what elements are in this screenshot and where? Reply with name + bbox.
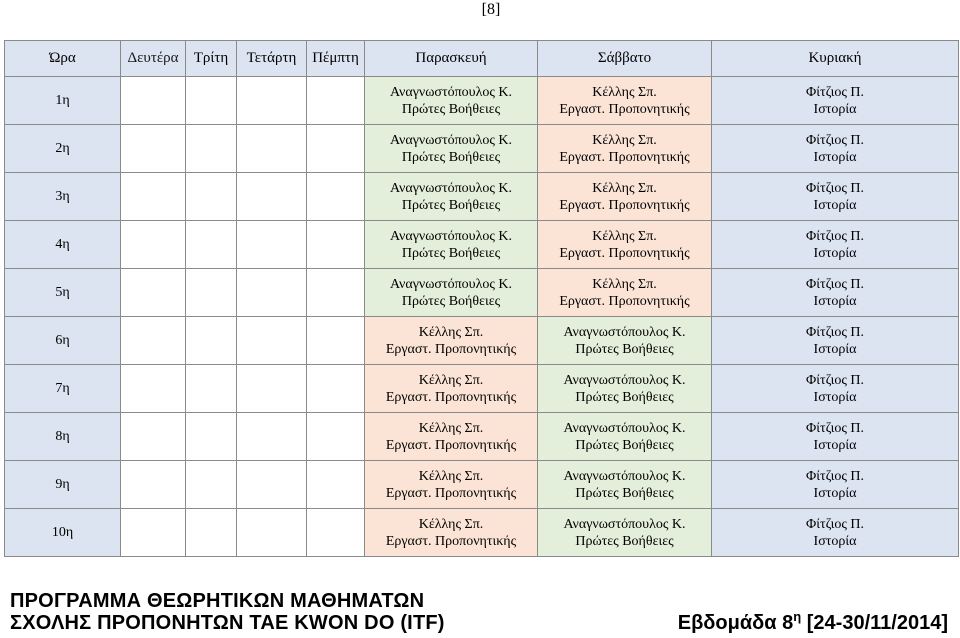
hour-cell: 2η bbox=[5, 125, 121, 173]
course-name: Ιστορία bbox=[813, 485, 857, 501]
table-row bbox=[5, 125, 959, 173]
header-hour: Ώρα bbox=[5, 41, 121, 77]
page-number: [8] bbox=[481, 1, 501, 18]
course-name: Ιστορία bbox=[813, 437, 857, 453]
course-name: Εργαστ. Προπονητικής bbox=[559, 197, 690, 213]
header-tuesday: Τρίτη bbox=[186, 41, 237, 77]
header-friday: Παρασκευή bbox=[365, 41, 538, 77]
empty-cell bbox=[121, 77, 186, 125]
empty-cell bbox=[121, 413, 186, 461]
table-row bbox=[5, 413, 959, 461]
instructor-name: Κέλλης Σπ. bbox=[418, 324, 484, 340]
class-cell-saturday bbox=[538, 365, 712, 413]
empty-cell bbox=[121, 221, 186, 269]
class-cell-friday bbox=[365, 125, 538, 173]
empty-cell bbox=[237, 269, 307, 317]
empty-cell bbox=[186, 365, 237, 413]
empty-cell bbox=[307, 509, 365, 557]
empty-cell bbox=[307, 413, 365, 461]
empty-cell bbox=[307, 221, 365, 269]
hour-cell: 8η bbox=[5, 413, 121, 461]
course-name: Εργαστ. Προπονητικής bbox=[559, 101, 690, 117]
footer-week bbox=[678, 611, 948, 635]
instructor-name: Κέλλης Σπ. bbox=[592, 276, 657, 292]
header-saturday: Σάββατο bbox=[538, 41, 712, 77]
course-name: Πρώτες Βοήθειες bbox=[575, 437, 674, 453]
class-cell-friday bbox=[365, 77, 538, 125]
hour-cell: 6η bbox=[5, 317, 121, 365]
table-row bbox=[5, 461, 959, 509]
instructor-name: Φίτζιος Π. bbox=[805, 84, 865, 100]
week-prefix: Εβδομάδα 8 bbox=[677, 612, 794, 634]
class-cell-friday bbox=[365, 461, 538, 509]
instructor-name: Φίτζιος Π. bbox=[805, 324, 865, 340]
class-cell-sunday bbox=[712, 509, 959, 557]
instructor-name: Κέλλης Σπ. bbox=[418, 468, 484, 484]
empty-cell bbox=[237, 317, 307, 365]
class-cell-sunday bbox=[712, 365, 959, 413]
course-name: Ιστορία bbox=[813, 389, 857, 405]
empty-cell bbox=[307, 461, 365, 509]
instructor-name: Φίτζιος Π. bbox=[805, 420, 865, 436]
empty-cell bbox=[186, 461, 237, 509]
class-cell-sunday bbox=[712, 269, 959, 317]
empty-cell bbox=[186, 509, 237, 557]
footer-title-line2: ΣΧΟΛΗΣ ΠΡΟΠΟΝΗΤΩΝ TAE KWON DO (ITF) bbox=[10, 612, 445, 634]
instructor-name: Κέλλης Σπ. bbox=[418, 372, 484, 388]
class-cell-sunday bbox=[712, 413, 959, 461]
class-cell-friday bbox=[365, 509, 538, 557]
empty-cell bbox=[307, 77, 365, 125]
class-cell-friday bbox=[365, 413, 538, 461]
course-name: Ιστορία bbox=[813, 197, 857, 213]
table-row bbox=[5, 77, 959, 125]
empty-cell bbox=[237, 365, 307, 413]
empty-cell bbox=[307, 125, 365, 173]
class-cell-friday bbox=[365, 173, 538, 221]
instructor-name: Φίτζιος Π. bbox=[805, 372, 865, 388]
table-row bbox=[5, 173, 959, 221]
empty-cell bbox=[186, 221, 237, 269]
empty-cell bbox=[121, 173, 186, 221]
instructor-name: Φίτζιος Π. bbox=[805, 468, 865, 484]
empty-cell bbox=[237, 77, 307, 125]
hour-cell: 5η bbox=[5, 269, 121, 317]
instructor-name: Αναγνωστόπουλος Κ. bbox=[389, 180, 513, 196]
empty-cell bbox=[237, 125, 307, 173]
course-name: Πρώτες Βοήθειες bbox=[575, 389, 674, 405]
instructor-name: Κέλλης Σπ. bbox=[592, 132, 657, 148]
course-name: Πρώτες Βοήθειες bbox=[401, 149, 501, 165]
class-cell-saturday bbox=[538, 77, 712, 125]
course-name: Πρώτες Βοήθειες bbox=[575, 485, 674, 501]
instructor-name: Κέλλης Σπ. bbox=[592, 228, 657, 244]
course-name: Εργαστ. Προπονητικής bbox=[559, 293, 690, 309]
course-name: Ιστορία bbox=[813, 533, 857, 549]
footer-title-line1: ΠΡΟΓΡΑΜΜΑ ΘΕΩΡΗΤΙΚΩΝ ΜΑΘΗΜΑΤΩΝ bbox=[10, 590, 425, 612]
course-name: Εργαστ. Προπονητικής bbox=[559, 245, 690, 261]
hour-cell: 3η bbox=[5, 173, 121, 221]
instructor-name: Κέλλης Σπ. bbox=[592, 84, 657, 100]
table-row bbox=[5, 221, 959, 269]
instructor-name: Αναγνωστόπουλος Κ. bbox=[563, 324, 686, 340]
instructor-name: Αναγνωστόπουλος Κ. bbox=[389, 276, 513, 292]
class-cell-sunday bbox=[712, 461, 959, 509]
course-name: Πρώτες Βοήθειες bbox=[401, 293, 501, 309]
empty-cell bbox=[186, 77, 237, 125]
course-name: Πρώτες Βοήθειες bbox=[401, 245, 501, 261]
empty-cell bbox=[121, 269, 186, 317]
course-name: Ιστορία bbox=[813, 149, 857, 165]
instructor-name: Αναγνωστόπουλος Κ. bbox=[389, 84, 513, 100]
class-cell-sunday bbox=[712, 221, 959, 269]
hour-cell: 4η bbox=[5, 221, 121, 269]
week-dates: [24-30/11/2014] bbox=[801, 612, 948, 634]
empty-cell bbox=[307, 173, 365, 221]
empty-cell bbox=[307, 317, 365, 365]
instructor-name: Αναγνωστόπουλος Κ. bbox=[563, 468, 686, 484]
course-name: Εργαστ. Προπονητικής bbox=[385, 341, 517, 357]
course-name: Εργαστ. Προπονητικής bbox=[385, 389, 517, 405]
empty-cell bbox=[307, 365, 365, 413]
instructor-name: Αναγνωστόπουλος Κ. bbox=[563, 372, 686, 388]
class-cell-friday bbox=[365, 269, 538, 317]
instructor-name: Φίτζιος Π. bbox=[805, 132, 865, 148]
empty-cell bbox=[121, 461, 186, 509]
instructor-name: Φίτζιος Π. bbox=[805, 276, 865, 292]
course-name: Ιστορία bbox=[813, 101, 857, 117]
instructor-name: Φίτζιος Π. bbox=[805, 180, 865, 196]
course-name: Πρώτες Βοήθειες bbox=[401, 101, 501, 117]
empty-cell bbox=[237, 509, 307, 557]
course-name: Εργαστ. Προπονητικής bbox=[385, 485, 517, 501]
class-cell-saturday bbox=[538, 509, 712, 557]
instructor-name: Κέλλης Σπ. bbox=[418, 516, 484, 532]
course-name: Πρώτες Βοήθειες bbox=[401, 197, 501, 213]
instructor-name: Κέλλης Σπ. bbox=[418, 420, 484, 436]
class-cell-saturday bbox=[538, 269, 712, 317]
table-row bbox=[5, 269, 959, 317]
schedule-table bbox=[4, 40, 959, 557]
class-cell-friday bbox=[365, 317, 538, 365]
empty-cell bbox=[186, 125, 237, 173]
class-cell-saturday bbox=[538, 173, 712, 221]
instructor-name: Αναγνωστόπουλος Κ. bbox=[389, 228, 513, 244]
empty-cell bbox=[186, 317, 237, 365]
empty-cell bbox=[307, 269, 365, 317]
empty-cell bbox=[237, 221, 307, 269]
class-cell-saturday bbox=[538, 317, 712, 365]
table-row bbox=[5, 509, 959, 557]
empty-cell bbox=[186, 173, 237, 221]
hour-cell: 10η bbox=[5, 509, 121, 557]
instructor-name: Φίτζιος Π. bbox=[805, 516, 865, 532]
instructor-name: Αναγνωστόπουλος Κ. bbox=[563, 516, 686, 532]
empty-cell bbox=[237, 413, 307, 461]
class-cell-sunday bbox=[712, 125, 959, 173]
class-cell-sunday bbox=[712, 77, 959, 125]
class-cell-saturday bbox=[538, 461, 712, 509]
course-name: Πρώτες Βοήθειες bbox=[575, 533, 674, 549]
hour-cell: 1η bbox=[5, 77, 121, 125]
instructor-name: Αναγνωστόπουλος Κ. bbox=[563, 420, 686, 436]
course-name: Ιστορία bbox=[813, 341, 857, 357]
empty-cell bbox=[121, 125, 186, 173]
course-name: Εργαστ. Προπονητικής bbox=[559, 149, 690, 165]
header-sunday: Κυριακή bbox=[712, 41, 959, 77]
class-cell-saturday bbox=[538, 413, 712, 461]
course-name: Εργαστ. Προπονητικής bbox=[385, 437, 517, 453]
course-name: Πρώτες Βοήθειες bbox=[575, 341, 674, 357]
course-name: Ιστορία bbox=[813, 293, 857, 309]
class-cell-saturday bbox=[538, 125, 712, 173]
class-cell-sunday bbox=[712, 317, 959, 365]
class-cell-sunday bbox=[712, 173, 959, 221]
hour-cell: 7η bbox=[5, 365, 121, 413]
empty-cell bbox=[121, 317, 186, 365]
class-cell-friday bbox=[365, 365, 538, 413]
table-row bbox=[5, 317, 959, 365]
class-cell-friday bbox=[365, 221, 538, 269]
instructor-name: Αναγνωστόπουλος Κ. bbox=[389, 132, 513, 148]
course-name: Ιστορία bbox=[813, 245, 857, 261]
course-name: Εργαστ. Προπονητικής bbox=[385, 533, 517, 549]
hour-cell: 9η bbox=[5, 461, 121, 509]
header-thursday: Πέμπτη bbox=[307, 41, 365, 77]
schedule-body bbox=[5, 77, 959, 557]
class-cell-saturday bbox=[538, 221, 712, 269]
empty-cell bbox=[237, 461, 307, 509]
header-monday: Δευτέρα bbox=[121, 41, 186, 77]
empty-cell bbox=[237, 173, 307, 221]
instructor-name: Φίτζιος Π. bbox=[805, 228, 865, 244]
empty-cell bbox=[121, 365, 186, 413]
week-sup: η bbox=[793, 609, 802, 624]
empty-cell bbox=[121, 509, 186, 557]
header-row bbox=[5, 41, 959, 77]
header-wednesday: Τετάρτη bbox=[237, 41, 307, 77]
empty-cell bbox=[186, 413, 237, 461]
instructor-name: Κέλλης Σπ. bbox=[592, 180, 657, 196]
table-row bbox=[5, 365, 959, 413]
empty-cell bbox=[186, 269, 237, 317]
